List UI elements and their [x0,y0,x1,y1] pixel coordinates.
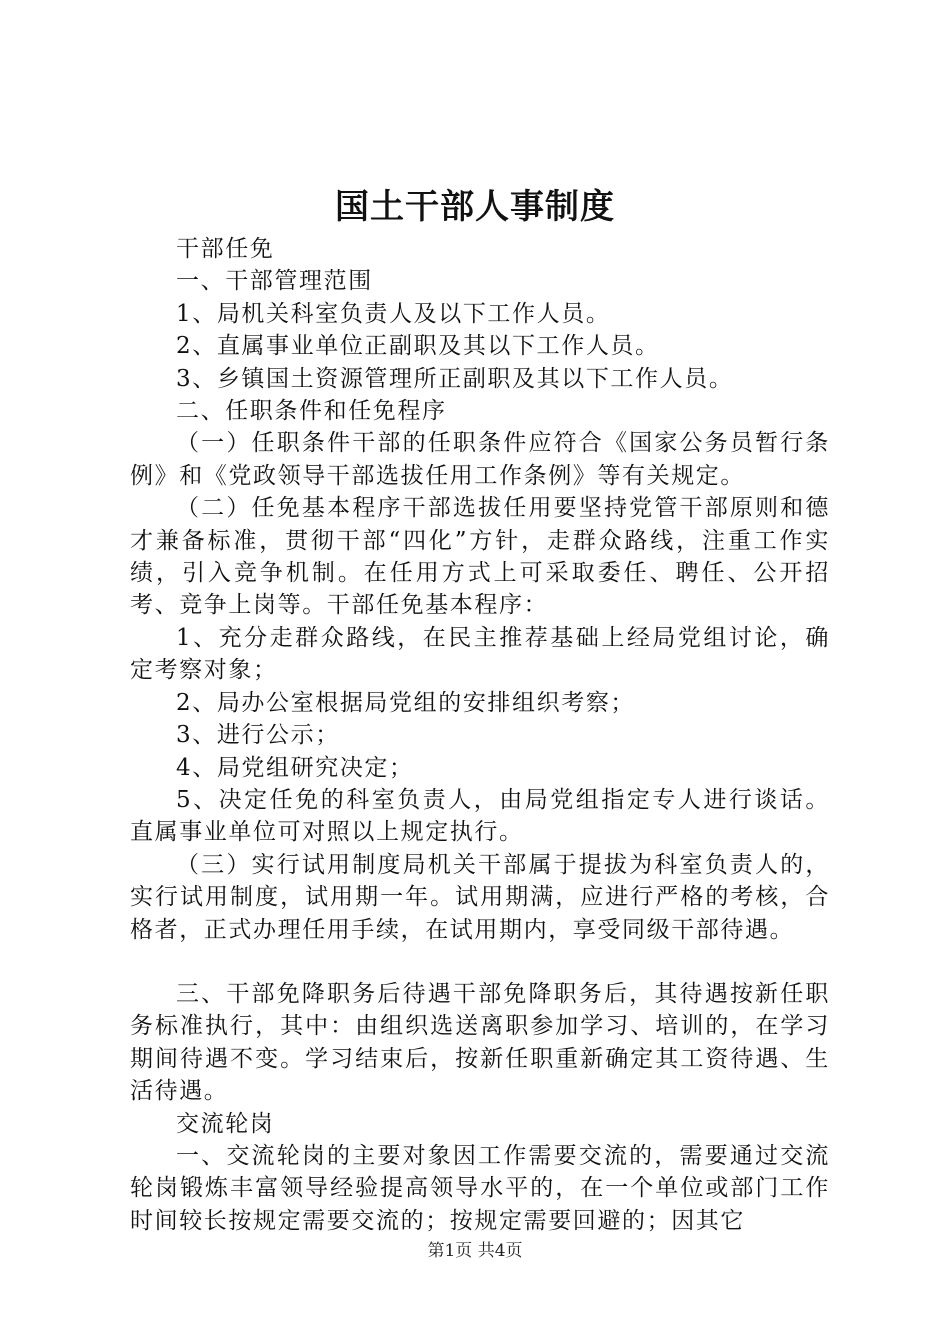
document-body [130,233,830,1237]
list-item: 3、乡镇国土资源管理所正副职及其以下工作人员。 [176,365,734,392]
list-item: 4、局党组研究决定； [176,754,414,781]
paragraph: （三）实行试用制度局机关干部属于提拔为科室负责人的，实行试用制度，试用期一年。试用期满，应进行严格的考核，合格者，正式办理任用手续，在试用期内，享受同级干部待遇。 [130,851,830,943]
section-heading: 交流轮岗 [176,1110,275,1137]
page-footer: 第1页 共4页 [427,1241,523,1261]
list-item: 1、局机关科室负责人及以下工作人员。 [176,300,611,327]
paragraph: （二）任免基本程序干部选拔任用要坚持党管干部原则和德才兼备标准，贯彻干部“四化”方针，走群众路线，注重工作实绩，引入竞争机制。在任用方式上可采取委任、聘任、公开招考、竞争上岗等。干部任免基本程序： [130,495,830,619]
list-item: 2、直属事业单位正副职及其以下工作人员。 [176,333,660,360]
paragraph: 三、干部免降职务后待遇干部免降职务后，其待遇按新任职务标准执行，其中：由组织选送离职参加学习、培训的，在学习期间待遇不变。学习结束后，按新任职重新确定其工资待遇、生活待遇。 [130,980,830,1105]
subsection-heading: 一、干部管理范围 [176,268,373,295]
paragraph: （一）任职条件干部的任职条件应符合《国家公务员暂行条例》和《党政领导干部选拔任用工作条例》等有关规定。 [130,430,830,489]
list-item: 2、局办公室根据局党组的安排组织考察； [176,689,636,716]
list-item: 3、进行公示； [176,722,340,749]
paragraph: 一、交流轮岗的主要对象因工作需要交流的，需要通过交流轮岗锻炼丰富领导经验提高领导水平的，在一个单位或部门工作时间较长按规定需要交流的；按规定需要回避的；因其它 [130,1142,830,1234]
list-item: 5、决定任免的科室负责人，由局党组指定专人进行谈话。直属事业单位可对照以上规定执行。 [130,786,830,846]
subsection-heading: 二、任职条件和任免程序 [176,398,447,425]
document-title: 国土干部人事制度 [335,187,615,227]
list-item: 1、充分走群众路线，在民主推荐基础上经局党组讨论，确定考察对象； [130,624,830,684]
section-heading: 干部任免 [176,236,275,262]
